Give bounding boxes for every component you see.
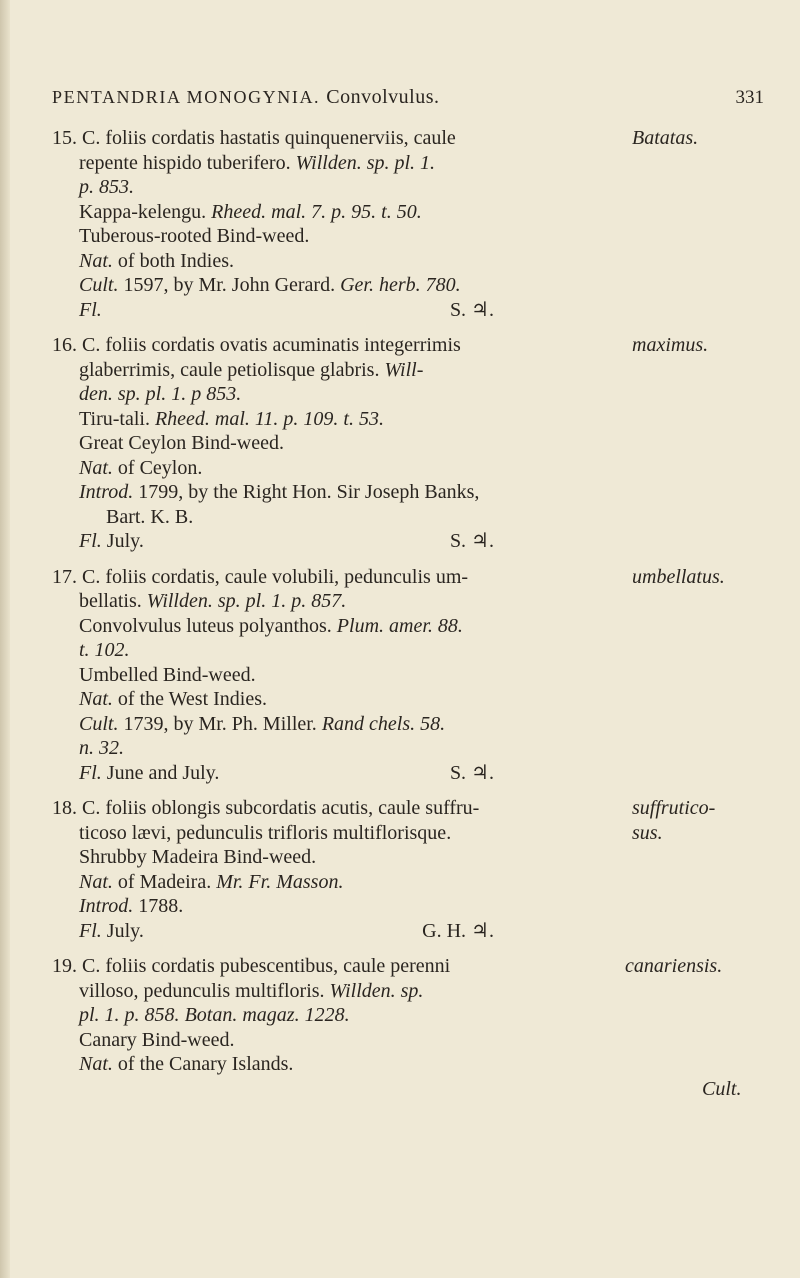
flowering-time: June and July. bbox=[106, 761, 220, 784]
diagnosis: C. foliis cordatis ovatis acuminatis integerrimis bbox=[82, 334, 461, 356]
english-name: Canary Bind-weed. bbox=[79, 1028, 235, 1051]
native-region: of both Indies. bbox=[117, 249, 234, 272]
header-class-order: PENTANDRIA MONOGYNIA. bbox=[52, 87, 321, 107]
cultivated-info: 1739, by Mr. Ph. Miller. bbox=[123, 712, 317, 735]
introduced-label: Introd. bbox=[79, 481, 134, 503]
diagnosis: C. foliis cordatis hastatis quinquenerviis, caule bbox=[82, 127, 456, 149]
species-name: suffrutico- bbox=[632, 797, 716, 819]
native-region: of the Canary Islands. bbox=[117, 1053, 294, 1075]
entry-number: 15. bbox=[52, 127, 77, 149]
diagnosis-cont: repente hispido tuberifero. bbox=[79, 151, 291, 174]
species-name: umbellatus. bbox=[632, 565, 725, 588]
page-edge bbox=[0, 0, 10, 1278]
header-title bbox=[52, 86, 440, 109]
entry-number: 16. bbox=[52, 334, 77, 356]
reference: Will- bbox=[384, 358, 424, 381]
english-name: Great Ceylon Bind-weed. bbox=[79, 432, 284, 454]
entry-18 bbox=[52, 796, 772, 943]
species-name: canariensis. bbox=[625, 955, 723, 977]
entry-16 bbox=[52, 333, 772, 554]
flowering-label: Fl. bbox=[79, 919, 102, 942]
page-number: 331 bbox=[735, 87, 764, 108]
native-label: Nat. bbox=[79, 456, 113, 479]
reference: Willden. sp. pl. 1. p. 857. bbox=[146, 590, 347, 612]
reference-cont: pl. 1. p. 858. bbox=[79, 1004, 180, 1026]
synonym: Convolvulus luteus polyanthos. bbox=[79, 614, 332, 637]
diagnosis-cont: bellatis. bbox=[79, 590, 142, 612]
entry-number: 18. bbox=[52, 797, 77, 819]
running-header bbox=[52, 86, 764, 109]
introduced-info: 1799, by the Right Hon. Sir Joseph Banks, bbox=[138, 481, 480, 503]
habitat-status: S. ♃. bbox=[449, 298, 494, 321]
reference: Botan. magaz. 1228. bbox=[184, 1004, 350, 1026]
reference: Willden. sp. pl. 1. bbox=[295, 151, 436, 174]
native-region: of the West Indies. bbox=[117, 688, 268, 710]
cultivated-label: Cult. bbox=[79, 712, 119, 735]
reference-cont: den. sp. pl. 1. p 853. bbox=[79, 383, 242, 405]
reference: Rheed. mal. 11. p. 109. t. 53. bbox=[154, 407, 384, 430]
reference-page: p. 853. bbox=[79, 176, 134, 198]
catchword: Cult. bbox=[702, 1077, 742, 1100]
introduced-label: Introd. bbox=[79, 895, 134, 917]
diagnosis-cont: ticoso lævi, pedunculis trifloris multiflorisque. bbox=[79, 821, 452, 844]
species-name-cont: sus. bbox=[632, 821, 663, 844]
species-name: maximus. bbox=[632, 334, 709, 356]
reference: Ger. herb. 780. bbox=[340, 274, 461, 296]
english-name: Umbelled Bind-weed. bbox=[79, 663, 256, 686]
flowering-label: Fl. bbox=[79, 298, 102, 321]
cultivated-label: Cult. bbox=[79, 274, 119, 296]
entry-19 bbox=[52, 954, 772, 1101]
entries bbox=[52, 126, 772, 1112]
habitat-status: S. ♃. bbox=[449, 530, 494, 552]
native-label: Nat. bbox=[79, 688, 113, 710]
native-label: Nat. bbox=[79, 249, 113, 272]
native-region: of Ceylon. bbox=[117, 456, 203, 479]
habitat-status: S. ♃. bbox=[449, 761, 494, 784]
reference: Rand chels. 58. bbox=[321, 712, 446, 735]
entry-number: 19. bbox=[52, 955, 77, 977]
habitat-status: G. H. ♃. bbox=[422, 919, 494, 942]
native-label: Nat. bbox=[79, 1053, 113, 1075]
flowering-label: Fl. bbox=[79, 530, 102, 552]
header-genus: Convolvulus. bbox=[326, 86, 440, 108]
flowering-time: July. bbox=[106, 919, 144, 942]
introduced-info-cont: Bart. K. B. bbox=[106, 505, 194, 528]
diagnosis: C. foliis cordatis, caule volubili, pedunculis um- bbox=[82, 565, 469, 588]
introduced-year: 1788. bbox=[138, 895, 184, 917]
vernacular-name: Kappa-kelengu. bbox=[79, 200, 207, 223]
species-name: Batatas. bbox=[632, 127, 699, 149]
diagnosis: C. foliis cordatis pubescentibus, caule perenni bbox=[82, 955, 451, 977]
collector: Mr. Fr. Masson. bbox=[216, 870, 344, 893]
native-label: Nat. bbox=[79, 870, 113, 893]
entry-15 bbox=[52, 126, 772, 322]
reference: Plum. amer. 88. bbox=[336, 614, 463, 637]
vernacular-name: Tiru-tali. bbox=[79, 407, 150, 430]
native-region: of Madeira. bbox=[117, 870, 212, 893]
flowering-label: Fl. bbox=[79, 761, 102, 784]
diagnosis-cont: glaberrimis, caule petiolisque glabris. bbox=[79, 358, 380, 381]
english-name: Shrubby Madeira Bind-weed. bbox=[79, 846, 317, 868]
english-name: Tuberous-rooted Bind-weed. bbox=[79, 225, 310, 247]
cultivated-info: 1597, by Mr. John Gerard. bbox=[123, 274, 336, 296]
reference: Willden. sp. bbox=[329, 979, 424, 1002]
entry-number: 17. bbox=[52, 565, 77, 588]
reference-cont: t. 102. bbox=[79, 639, 130, 661]
diagnosis-cont: villoso, pedunculis multifloris. bbox=[79, 979, 325, 1002]
reference: Rheed. mal. 7. p. 95. t. 50. bbox=[211, 200, 422, 223]
reference-cont: n. 32. bbox=[79, 737, 124, 759]
flowering-time: July. bbox=[106, 530, 144, 552]
diagnosis: C. foliis oblongis subcordatis acutis, caule suffru- bbox=[82, 797, 480, 819]
entry-17 bbox=[52, 565, 772, 786]
